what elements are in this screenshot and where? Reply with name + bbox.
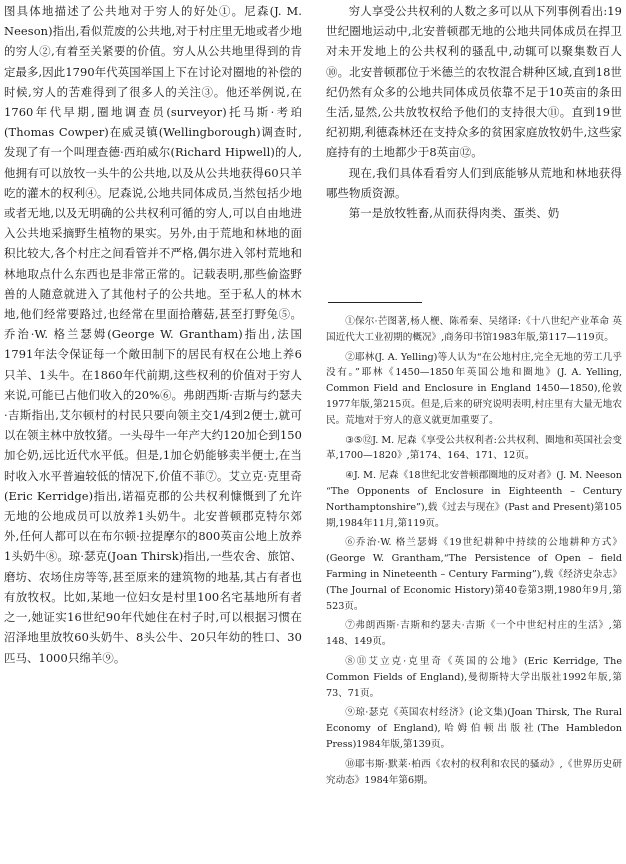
footnote: ②耶林(J. A. Yelling)等人认为“在公地村庄,完全无地的劳工几乎没有。”耶林《1450—1850年英国公地和圈地》(J. A. Yelling, Common Field and Enclosure in England 1450—1850),伦敦1977年版,第215页。但是,后来的研究说明表明,村庄里有大量无地农民。荒地对于穷人的意义就更加重要了。 bbox=[326, 351, 622, 426]
body-paragraph: 现在,我们具体看看穷人们到底能够从荒地和林地获得哪些物质资源。 bbox=[326, 165, 622, 200]
footnote: ⑨琼·瑟克《英国农村经济》(论文集)(Joan Thirsk, The Rural Economy of England),哈姆伯顿出版社(The Hambledon Press)1984年版,第139页。 bbox=[326, 707, 622, 750]
body-paragraph: 穷人享受公共权利的人数之多可以从下列事例看出:19世纪圈地运动中,北安普顿郡无地的公地共同体成员在捍卫对未开发地上的公共权利的骚乱中,动辄可以聚集数百人⑩。北安普顿郡位于米德兰的农牧混合耕种区域,直到18世纪仍然有众多的公地共同体成员依靠不足于10英亩的条田生活,显然,公共放牧权给予他们的支持很大⑪。直到19世纪初期,利德森林还在支持众多的贫困家庭放牧奶牛,这些家庭持有的土地都少于8英亩⑫。 bbox=[326, 4, 622, 160]
footnote: ⑩耶韦斯·默莱·柏西《农村的权利和农民的骚动》,《世界历史研究动态》1984年第6期。 bbox=[326, 758, 622, 786]
footnote: ③⑤⑫J. M. 尼森《享受公共权利者:公共权利、圈地和英国社会变革,1700—1820》,第174、164、171、12页。 bbox=[326, 434, 622, 462]
left-column bbox=[4, 1, 302, 668]
footnote: ④J. M. 尼森《18世纪北安普顿郡圈地的反对者》(J. M. Neeson “The Opponents of Enclosure in Eighteenth – Century Northamptonshire”),载《过去与现在》(Past and Present)第105期,1984年11月,第119页。 bbox=[326, 470, 622, 529]
footnote-list bbox=[326, 314, 622, 792]
body-paragraph: 图具体地描述了公共地对于穷人的好处①。尼森(J. M. Neeson)指出,看似荒废的公共地,对于村庄里无地或者少地的穷人②,有着至关紧要的价值。穷人从公共地里得到的肯定最多,因此1790年代英国举国上下在讨论对圈地的补偿的时候,穷人的苦难得到了很多人的关注③。他还举例说,在1760年代早期,圈地调查员(surveyor)托马斯·考珀(Thomas Cowper)在威灵镇(Wellingborough)调查时,发现了有一个叫理查德·西珀威尔(Richard Hipwell)的人,他拥有可以放牧一头牛的公共地,以及从公共地获得60只羊吃的灌木的权利④。尼森说,公地共同体成员,当然包括少地或者无地,以及无明确的公共权利可循的穷人,可以自由地进入公共地采摘野生植物的果实。另外,由于荒地和林地的面积比较大,各个村庄之间看管并不严格,偶尔进入邻村荒地和林地取点什么东西也是非常正常的。记载表明,那些偷盗野兽的人随意就进入了其他村子的公共地。至于私人的林木地,他们经常要路过,也经常在里面拾蘑菇,甚至打野兔⑤。乔治·W. 格兰瑟姆(George W. Grantham)指出,法国1791年法令保证每一个敞田制下的居民有权在公地上养6只羊、1头牛。在1860年代前期,这些权利的价值对于穷人来说,可能已占他们收入的20%⑥。弗朗西斯·吉斯与约瑟夫·吉斯指出,艾尔顿村的村民只要向领主交1/4到2便士,就可以在领主林中放牧猪。一头母牛一年产大约120加仑到150加仑奶,远比近代水平低。但是,1加仑奶能够卖半便士,在当时收入水平普遍较低的情况下,价值不菲⑦。艾立克·克里奇(Eric Kerridge)指出,诺福克郡的公共权利慷慨到了允许无地的公地成员可以放养1头奶牛。北安普顿郡克特尔郊外,任何人都可以在布尔顿·拉提摩尔的800英亩公地上放养1头奶牛⑧。琼·瑟克(Joan Thirsk)指出,一些农舍、旅馆、磨坊、农场住房等等,甚至原来的建筑物的地基,其占有者也有放牧权。比如,某地一位妇女是村里100名宅基地所有者之一,她证实16世纪90年代她住在村子时,可以根据习惯在沼泽地里放牧60头奶牛、8头公牛、20只年幼的牲口、30匹马、1000只绵羊⑨。 bbox=[4, 4, 302, 665]
right-column bbox=[326, 1, 622, 223]
body-paragraph: 第一是放牧牲畜,从而获得肉类、蛋类、奶 bbox=[348, 206, 560, 221]
footnote: ⑧⑪艾立克·克里奇《英国的公地》(Eric Kerridge, The Common Fields of England),曼彻斯特大学出版社1992年版,第73、71页。 bbox=[326, 655, 622, 699]
footnote-separator bbox=[328, 302, 422, 303]
footnote: ①保尔·芒图著,杨人楩、陈希秦、吴绪译:《十八世纪产业革命 英国近代大工业初期的概况》,商务印书馆1983年版,第117—119页。 bbox=[326, 316, 622, 343]
footnote: ⑥乔治·W. 格兰瑟姆《19世纪耕种中持续的公地耕种方式》(George W. Grantham,“The Persistence of Open – field Farming in Nineteenth – Century Farming”),载《经济史杂志》(The Journal of Economic History)第40卷第3期,1980年9月,第523页。 bbox=[326, 537, 622, 612]
footnote: ⑦弗朗西斯·吉斯和约瑟夫·吉斯《一个中世纪村庄的生活》,第148、149页。 bbox=[326, 620, 622, 648]
